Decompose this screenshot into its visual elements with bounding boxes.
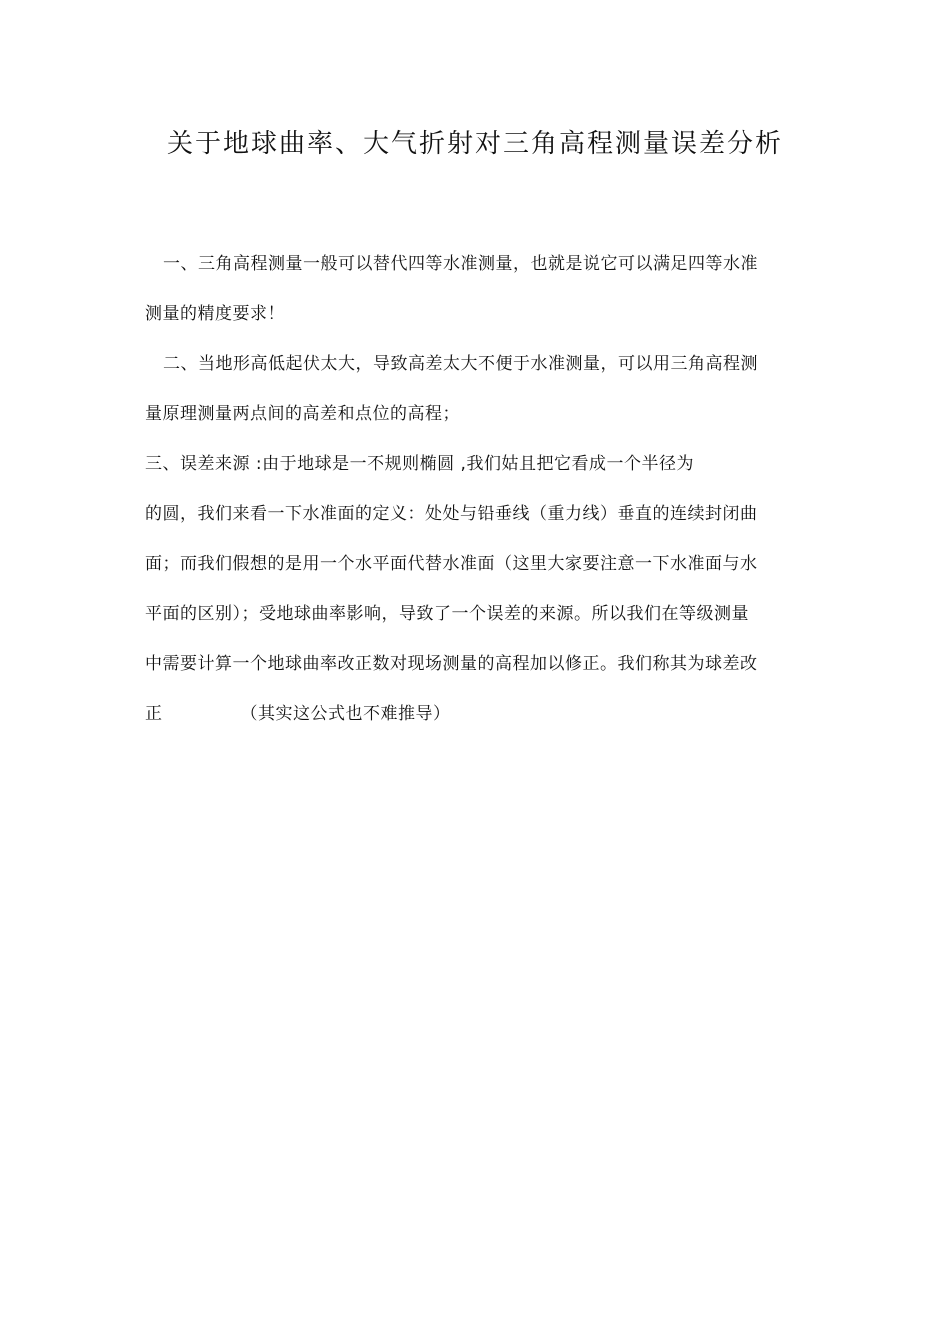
paragraph-line-6: 的圆，我们来看一下水准面的定义：处处与铅垂线（重力线）垂直的连续封闭曲 — [145, 504, 758, 524]
paragraph-line-5: 三、误差来源 :由于地球是一不规则椭圆 ,我们姑且把它看成一个半径为 — [145, 454, 694, 474]
document-title: 关于地球曲率、大气折射对三角高程测量误差分析 — [166, 129, 783, 159]
paragraph-line-4: 量原理测量两点间的高差和点位的高程； — [145, 404, 460, 424]
paragraph-line-1: 一、三角高程测量一般可以替代四等水准测量，也就是说它可以满足四等水准 — [163, 254, 758, 274]
last-line-start: 正 — [145, 704, 163, 724]
paragraph-line-8: 平面的区别）；受地球曲率影响，导致了一个误差的来源。所以我们在等级测量 — [145, 604, 749, 624]
paragraph-line-10 — [145, 701, 810, 727]
paragraph-line-7: 面；而我们假想的是用一个水平面代替水准面（这里大家要注意一下水准面与水 — [145, 554, 758, 574]
paragraph-line-2: 测量的精度要求！ — [145, 304, 285, 324]
paragraph-line-9: 中需要计算一个地球曲率改正数对现场测量的高程加以修正。我们称其为球差改 — [145, 654, 758, 674]
last-line-end: （其实这公式也不难推导） — [240, 704, 451, 724]
paragraph-line-3: 二、当地形高低起伏太大，导致高差太大不便于水准测量，可以用三角高程测 — [163, 354, 758, 374]
